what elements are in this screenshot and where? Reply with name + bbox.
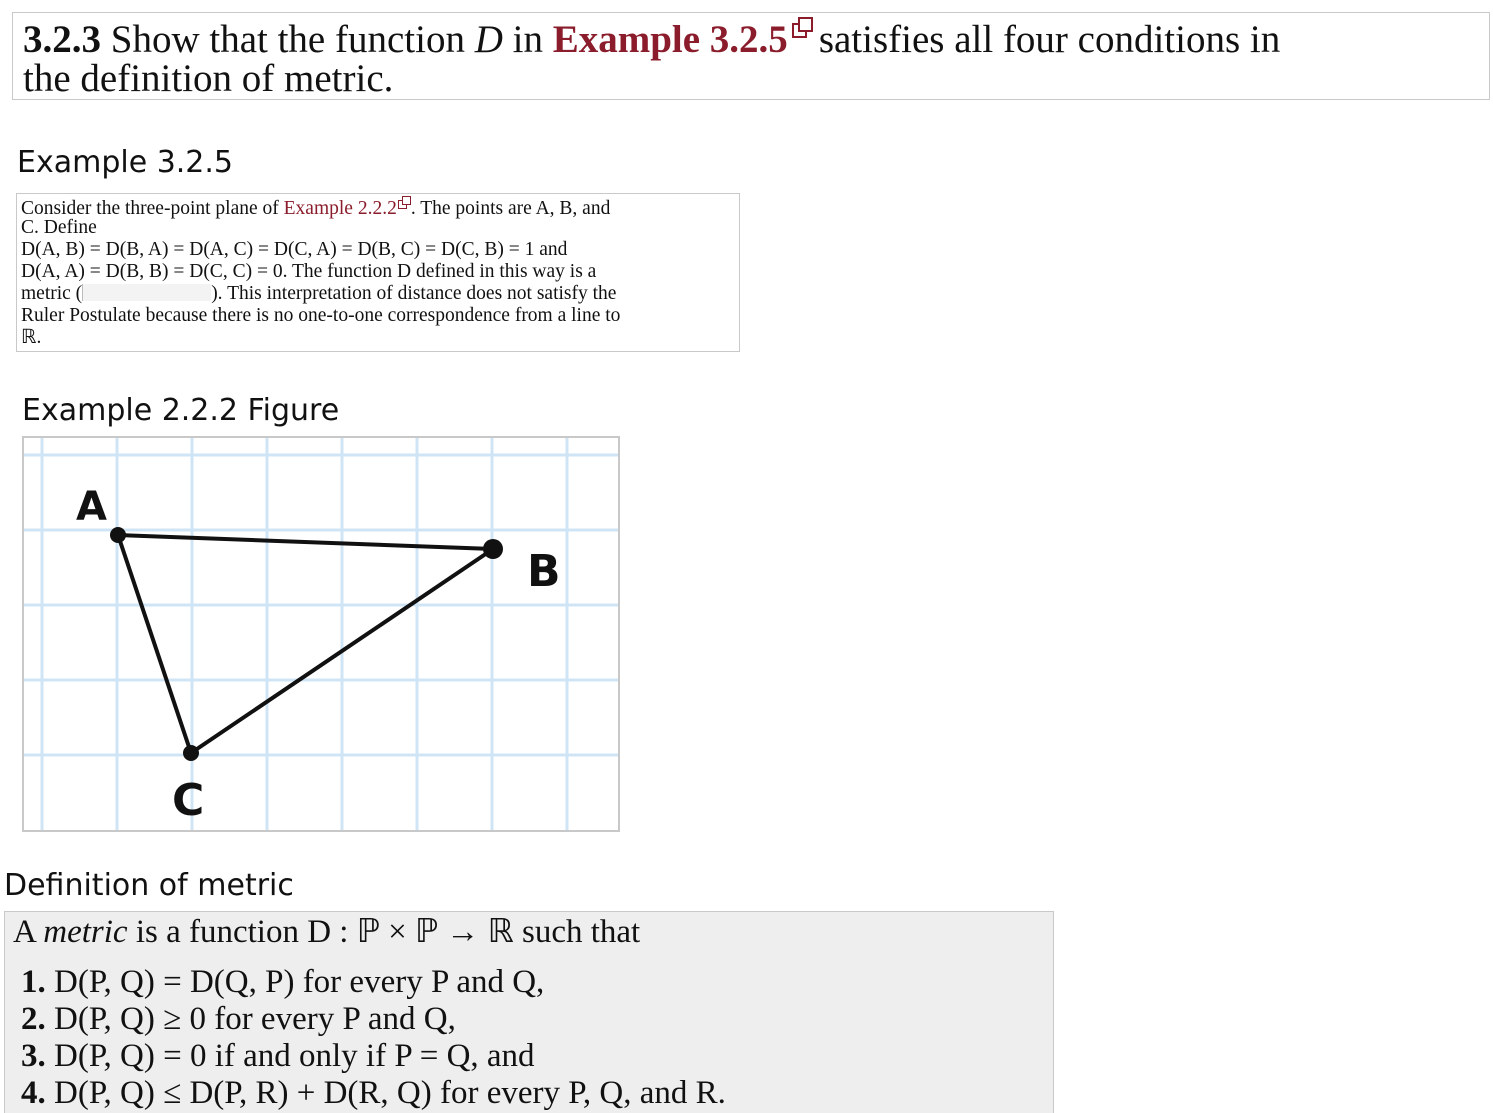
problem-var-d: D: [474, 18, 503, 61]
example-line-5-pre: metric (: [21, 283, 83, 304]
example-2-2-2-link[interactable]: Example 2.2.2: [283, 198, 397, 219]
segment-ac: [118, 535, 191, 753]
example-line-3: D(A, B) = D(B, A) = D(A, C) = D(C, A) = D(B, C) = D(C, B) = 1 and: [21, 239, 568, 260]
triangle-figure: [22, 436, 620, 832]
example-line-2: C. Define: [21, 217, 97, 238]
label-a: A: [76, 484, 107, 530]
example-line-4: D(A, A) = D(B, B) = D(C, C) = 0. The function D defined in this way is a: [21, 261, 597, 282]
item-text: D(P, Q) ≤ D(P, R) + D(R, Q) for every P, Q, and R.: [54, 1075, 726, 1111]
problem-line-1: [23, 17, 1280, 59]
definition-intro-pre: A: [13, 914, 36, 950]
grid: [24, 438, 618, 830]
example-line-5-post: ). This interpretation of distance does not satisfy the: [211, 283, 617, 304]
item-number: 4.: [21, 1075, 46, 1111]
item-text: D(P, Q) = D(Q, P) for every P and Q,: [54, 964, 545, 1000]
problem-text-before: Show that the function: [110, 18, 465, 61]
item-text: D(P, Q) = 0 if and only if P = Q, and: [54, 1038, 535, 1074]
example-line-7: ℝ.: [21, 327, 42, 348]
item-number: 1.: [21, 964, 46, 1000]
definition-intro: [13, 916, 640, 949]
example-line-1: [21, 196, 610, 219]
problem-word-in: in: [512, 18, 543, 61]
example-heading: Example 3.2.5: [17, 145, 234, 180]
definition-intro-post: is a function D : ℙ × ℙ → ℝ such that: [135, 914, 641, 950]
example-3-2-5-link[interactable]: Example 3.2.5: [552, 18, 788, 61]
point-c: [183, 745, 199, 761]
definition-item-3: [21, 1040, 535, 1073]
triangle: [118, 535, 493, 753]
figure-canvas: [24, 438, 618, 830]
figure-heading: Example 2.2.2 Figure: [22, 393, 340, 428]
example-box: [16, 193, 740, 352]
definition-box: [4, 911, 1054, 1113]
problem-statement: [12, 12, 1490, 100]
external-link-icon[interactable]: [398, 196, 410, 208]
example-line-1-tail: . The points are A, B, and: [410, 198, 611, 219]
example-line-6: Ruler Postulate because there is no one-to-one correspondence from a line to: [21, 305, 621, 326]
problem-number: 3.2.3: [23, 18, 101, 61]
definition-item-4: [21, 1077, 726, 1110]
problem-line-2: the definition of metric.: [23, 57, 394, 100]
definition-heading: Definition of metric: [4, 868, 294, 903]
label-b: B: [527, 546, 561, 597]
redacted-region: [82, 284, 211, 301]
item-text: D(P, Q) ≥ 0 for every P and Q,: [54, 1001, 456, 1037]
point-a: [110, 527, 126, 543]
label-c: C: [172, 775, 205, 826]
definition-term: metric: [43, 914, 128, 950]
definition-item-2: [21, 1003, 456, 1036]
segment-ab: [118, 535, 493, 549]
example-line-5: [21, 284, 616, 304]
point-b: [483, 539, 503, 559]
definition-item-1: [21, 966, 544, 999]
example-line-1-text: Consider the three-point plane of: [21, 198, 279, 219]
problem-text-after: satisfies all four conditions in: [818, 18, 1281, 61]
external-link-icon[interactable]: [792, 17, 813, 38]
item-number: 3.: [21, 1038, 46, 1074]
item-number: 2.: [21, 1001, 46, 1037]
